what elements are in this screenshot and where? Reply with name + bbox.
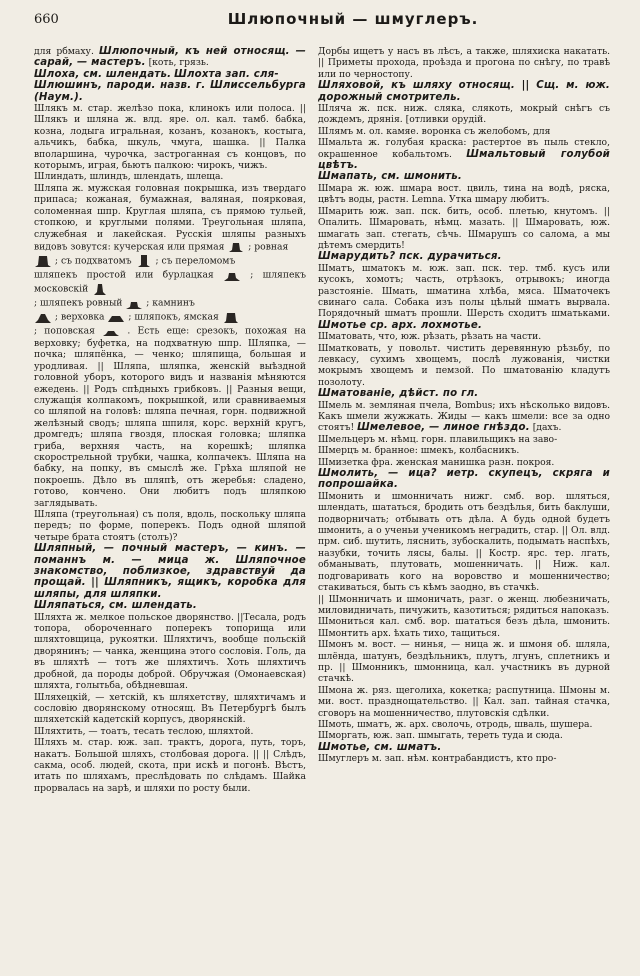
entry: Шмизетка фра. женская манишка разн. покроя. (318, 456, 555, 468)
entry: Шмуглеръ м. зап. нѣм. контрабандистъ, кто про- (318, 753, 557, 765)
running-title: Шлюпочный — шмуглеръ. (227, 10, 479, 28)
page-header (34, 8, 612, 34)
entry: || Шмонничать и шмоничать, разг. о женщ. любезничать, миловидничать, пичужить, казотиться; рядиться напоказъ. (318, 593, 610, 616)
left-column (34, 46, 306, 794)
page-number: 660 (34, 12, 59, 27)
entry: Шмонить и шмонничать нижг. смб. вор. шляться, шлендать, шататься, бродить отъ бездѣлья, бить баклуши, подворничать; отбывать отъ дѣла. А будь одной будетъ шмонить, а о ученьи ученикомъ неградить, стар. || Ол. влд. прм. сиб. шутить, ляснить, зубоскалить, подымать наспѣхъ, назубки, точить лясы, балы. || Костр. ярс. тер. лгать, обманывать, плутовать, мошенничать. || Ниж. кал. подговаривать кого на воровство и мошенничество; стакиваться, быть съ кѣмъ заодно, въ стачкѣ. (318, 490, 611, 594)
entry: Шмолить, — ица? иетр. скупецъ, скряга и попрошайка. (318, 468, 610, 491)
hat-illustration (135, 254, 153, 268)
entry: Шмерцъ м. бранное: шмекъ, колбасникъ. (318, 445, 520, 457)
entry: Шляховой, къ шляху относящ. || Сщ. м. юж. дорожный смотритель. (318, 80, 610, 103)
entry: Шмарудить? пск. дурачиться. (318, 251, 502, 263)
entry: Шляхтить, — тоатъ, тесать теслою, шляхтой. (34, 725, 254, 737)
hat-illustration (34, 310, 52, 324)
entry: Шмапать, см. шмонить. (318, 171, 462, 183)
entry: Шлякъ м. стар. желѣзо пока, клинокъ или полоса. || Шлякъ и шляна ж. влд. яре. ол. кал. тамб. бабка, козна, лодыга игральная, козанъ, козанокъ, костыга, альчикъ, бабка, шкуль, чмуга, шашка. || Палка вполаршина, чурочка, застроганная съ концовъ, по которымъ, играя, бьютъ палкою: чирокъ, чижъ. (34, 103, 306, 172)
hat-illustration (107, 310, 125, 324)
entry: Шморгать, юж. зап. шмыгать, тереть туда и сюда. (318, 730, 563, 742)
entry: Шматковать, у повольт. чистить деревянную рѣзьбу, по левкасу, сухимъ хвощемъ, послѣ лужованія, чистки мокрымъ хвощемъ и пемзой. По шматованію кладутъ позолоту. (318, 342, 610, 388)
right-column (318, 46, 610, 765)
entry: Шляпа (треугольная) съ поля, вдоль, поскольку шляпа передъ; по форме, поперекъ. Подъ одной шляпой четыре брата стоятъ (столъ)? (34, 509, 306, 543)
entry: Шмониться кал. смб. вор. шататься безъ дѣла, шмонить. Шмонтить арх. ѣхать тихо, тащиться. (318, 616, 610, 639)
entry: Шляхта ж. мелкое польское дворянство. ||Тесала, родъ топора, обороченнаго поперекъ топорища или шляхтовщица, рукоятки. Шляхтичъ, вообще польскій дворянинъ; — чанка, женщина этого сословія. Голь, да въ шляхтѣ — тотъ же шляхтичъ. Хоть шляхтичъ дробной, да породы доброй. Обручжая (Омонаевская) шляхта, голытьба, обѣдневшая. (34, 611, 306, 692)
entry: Шлюшинъ, пароди. назв. г. Шлиссельбурга (Наум.). (34, 80, 306, 103)
hat-illustration (125, 296, 143, 310)
hat-illustration (102, 324, 120, 338)
entry: ; поповская . Есть еще: срезокъ, похожая на верховку; буфетка, на подхватную шпр. Шляпка, — почка; шляпёнка, — ченко; шляпища, большая и уродливая. || Шляпа, шляпка, женскій выѣздной головной уборъ, которого видъ и названія мѣняются ежедень. || Родъ спѣдныхъ грибковъ. || Разныя вещи, служащія колпакомъ, покрышкой, или сравниваемыя со шляпой на головѣ: шляпа печная, горн. подвижной желѣзный сводъ; шляпа шпиля, корс. верхній кругъ, дромгедъ; шляпа гвоздя, плоская головка; шляпка гриба, верхняя часть, на корешкѣ; шляпка скорострельной трубки, чашка, колпачекъ. Шляпа на бабку, на попку, въ смыслѣ же. Грѣха шляпой не покроешь. Дѣло въ шляпѣ, отъ жеребья: сладено, готово, кончено. Они любитъ подъ шляпкою заглядывать. (34, 325, 307, 509)
hat-row: ; шляпекъ ровный ; камнинъ (34, 297, 195, 309)
hat-illustration (223, 268, 241, 282)
hat-illustration (227, 240, 245, 254)
entry: Шмоть, шматъ, ж. арх. сволочь, отродь, шваль, шушера. (318, 718, 593, 730)
entry: Шматъ, шматокъ м. юж. зап. пск. тер. тмб. кусъ или кусокъ, хомотъ; часть, отрѣзокъ, отрывокъ; иногда разстояніе. Шмать, шматина хлѣба, мяса. Шматочекъ свинаго сала. Собака изъ полы цѣлый шматъ вырвала. Порядочный шматъ прошли. Шерсть сходитъ шматьками. Шмотье ср. арх. лохмотье. (318, 262, 610, 331)
entry: Шмельцеръ м. нѣмц. горн. плавильщикъ на заво- (318, 433, 558, 445)
hat-row: ; верховка ; шляпокъ, ямская (34, 310, 306, 324)
hat-row: шляпекъ простой или бурлацкая ; шляпекъ московскій (34, 269, 306, 295)
entry: Шляхъ м. стар. юж. зап. трактъ, дорога, путь, торъ, накатъ. Большой шляхъ, столбовая дорога. || || Слѣдъ, сакма, особ. людей, скота, при искѣ и погонѣ. Вѣстъ, итать по шляхамъ, преслѣдовать по слѣдамъ. Шайка прорвалась на зарѣ, и шляхи по росту были. (34, 737, 306, 794)
entry: Шмальта ж. голубая краска: растертое въ пыль стекло, окрашенное кобальтомъ. Шмальтовый голубой цвѣтъ. (318, 137, 610, 172)
entry: Шмотье, см. шматъ. (318, 741, 442, 753)
entry: для рбмаху. Шлюпочный, къ ней относящ. — сарай, — мастеръ. [коть, грязь. (34, 46, 306, 69)
entry: Шматованіе, дѣйст. по гл. (318, 388, 479, 400)
entry: Шмарить юж. зап. пск. бить, особ. плетью, кнутомъ. || Опалить. Шмаровать, нѣмц. мазать. || Шмаровать, юж. шмагать зап. стегать, сѣчь. Шмарушъ со салома, а мы дѣтемъ смердить! (318, 205, 611, 251)
entry: Шляча ж. пск. ниж. сляка, слякоть, мокрый снѣгъ съ дождемъ, дрянія. [отливки орудій. (318, 103, 610, 126)
entry: Шлиндать, шлиндъ, шлендать, шлеща. (34, 171, 224, 183)
entry: Дорбы ищетъ у насъ въ лѣсъ, а также, шляхиска накатать. || Приметы прохода, проѣзда и прогона по снѣгу, по травѣ или по черностопу. (318, 46, 610, 80)
entry: Шлоха, см. шлендать. Шлохта зап. сля- (34, 68, 279, 80)
entry: Шляпаться, см. шлендать. (34, 600, 197, 612)
entry: Шляхецкій, — хетскій, къ шляхетству, шляхтичамъ и сословію дворянскому относящ. Въ Петербургѣ былъ шляхетскій кадетскій корпусъ, дворянскій. (34, 691, 306, 726)
entry: Шмара ж. юж. шмара вост. цвиль, тина на водѣ, ряска, цвѣтъ воды, растн. Lemna. Утка шмару любитъ. (318, 182, 610, 206)
entry: Шляпа ж. мужская головная покрышка, изъ твердаго припаса; кожаная, бумажная, валяная, поярковая, соломенная шпр. Круглая шляпа, съ прямою тульей, стопкою, и круглыми полями. Треугольная шляпа, служебная и лакейская. Русскія шляпы разныхъ видовъ зовутся: кучерская или прямая ; ровная (34, 182, 306, 253)
hat-illustration (91, 282, 109, 296)
entry: Шляпный, — почный мастеръ, — кинъ. — поманнъ м. — мица ж. Шляпочное знакомство, поблизкое, здравствуй да прощай. || Шляпникъ, ящикъ, коробка для шляпы, для шляпки. (34, 543, 306, 600)
entry: Шмель м. земляная пчела, Bombus; ихъ нѣсколько видовъ. Какъ шмели жужжать. Жиды — какъ шмели: все за одно стоятъ! Шмелевое, — линое гнѣздо. [дахъ. (318, 399, 610, 434)
entry: Шлямъ м. ол. камяе. воронка съ желобомъ, для (318, 125, 551, 137)
entry: Шматовать, что, юж. рѣзать, рѣзать на части. (318, 331, 542, 343)
entry: Шмона ж. ряз. щеголиха, кокетка; распутница. Шмоны м. ми. вост. празднощательство. || Кал. зап. тайная стачка, сговоръ на мошенничество, плутовскія сдѣлки. (318, 684, 610, 719)
hat-illustration (34, 254, 52, 268)
hat-illustration (222, 310, 240, 324)
hat-row: ; съ подхватомъ ; съ переломомъ (34, 254, 306, 268)
entry: Шмонъ м. вост. — нинья, — ница ж. и шмоня об. шляла, шлёнда, шатунъ, бездѣльникъ, плутъ, лгунъ, сплетникъ и пр. || Шмонникъ, шмонница, кал. участникъ въ дурной стачкѣ. (318, 639, 610, 685)
